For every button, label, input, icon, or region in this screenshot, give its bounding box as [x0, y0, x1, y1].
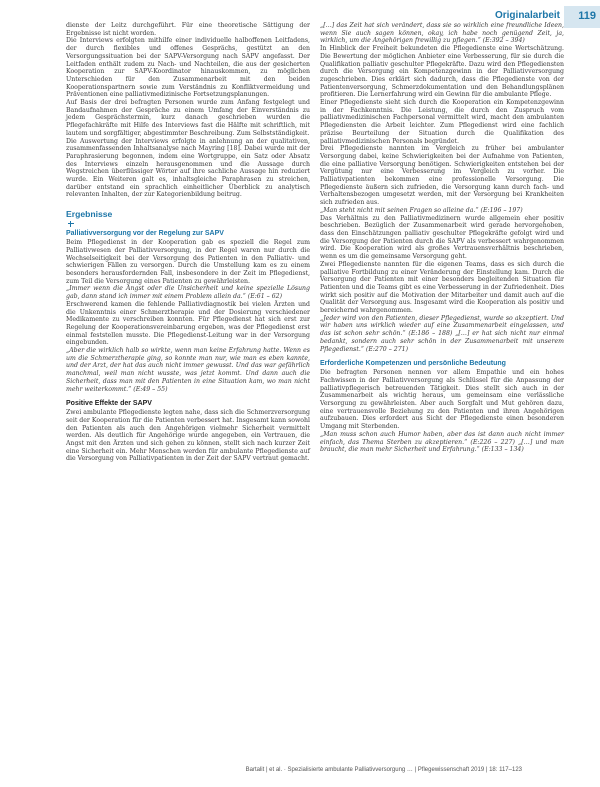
- care-paragraph: Beim Pflegedienst in der Kooperation gab es speziell die Regel zum Palliativwesen der Palliativversorgung, in der Regel waren nur durch die Wechselseitigkeit bei der Versorgung des Patienten in den Palliativ- und schwierigen Fällen zu versorgen. Durch die Umstellung kam es zu einem besonders herausfordernden Fall, insbesondere in der Zeit im Pflegedienst, zum Teil die Versorgung eines Patienten zu gewährleisten.: [66, 239, 310, 285]
- competence-paragraph: Die befragten Personen nennen vor allem Empathie und ein hohes Fachwissen in der Palliativversorgung als Schlüssel für die Anpassung der palliativpflegerisch betreuenden Tätigkeit. Dies stellt sich auch in der Zusammenarbeit als wichtig heraus, um gemeinsam eine verlässliche Versorgung zu gewährleisten. Aber auch Sorgfalt und Mut gehören dazu, eine vertrauensvolle Beziehung zu den Patienten und ihren Angehörigen aufzubauen. Dies erfordert aus Sicht der Pflegedienste einen besonderen Umgang mit Sterbenden.: [320, 369, 564, 431]
- page-footer: Bartalit | et al. · Spezialisierte ambulante Palliativversorgung … | Pflegewissenschaft 2019 | 18: 117–123: [245, 767, 522, 773]
- care-heading: Palliativversorgung vor der Regelung zur SAPV: [66, 230, 224, 238]
- top-quote: „[…] das Zeit hat sich verändert, dass sie so wirklich eine freundliche Ideen, wenn Sie auch sagen können, okay, ich habe noch genügend Zeit, ja, wirklich, um die Angehörigen frewillig zu pflegen.“ (E:392 – 394): [320, 22, 564, 45]
- heading-marker-icon: [68, 221, 74, 227]
- care-quote: „Immer wenn die Angst oder die Unsicherheit und keine spezielle Lösung gab, dann stand ich immer mit einem Problem allein da.“ (E:61 – 62): [66, 285, 310, 301]
- right-column: [320, 22, 564, 454]
- page-number-box: [564, 6, 600, 28]
- care-quote: „Aber die wirklich halb so wirkte, wenn man keine Erfahrung hatte. Wenn es um die Schmerztherapie ging, so konnte man nur, wie man es eben kannte, und der Arzt, der hat das auch nicht immer gewusst. Und das war gefährlich manchmal, weil man nicht wusste, was jetzt kommt. Und dann auch die Sicherheit, dass man mit den Patienten in eine Situation kam, wo man nicht mehr weiterkommt.“ (E:49 – 55): [66, 347, 310, 393]
- intro-paragraph: dienste der Leitz durchgeführt. Für eine theoretische Sättigung der Ergebnisse ist nicht worden.: [66, 22, 310, 37]
- page-number: 119: [578, 10, 596, 22]
- intro-paragraph: Die Auswertung der Interviews erfolgte in anlehnung an der qualitativen, zusammenfassenden Inhaltsanalyse nach Mayring [18]. Dabei wurde mit der Paraphrasierung begonnen, indem eine Wortgruppe, ein Satz oder Absatz des Interviews einzeln herausgenommen und die Aussage durch Wegstreichen überflüssiger Wörter auf ihre sachliche Aussage hin reduziert wurde. Ein Weiteren galt es, inhaltsgleiche Paraphrasen zu streichen, darüber entstand ein sprachlich einheitlicher Überblick zu analytisch relevanten Inhalten, der zur Kategorienbildung beitrug.: [66, 137, 310, 199]
- body-paragraph: Zwei Pflegedienste nannten für die eigenen Teams, dass es sich durch die palliative Fortbildung zu einer Veränderung der Einstellung kam. Durch die Versorgung der Patienten mit einer besonders begleitenden Situation für Patienten und die Teams gibt es eine Verbesserung in der Zufriedenheit. Dies wirkt sich positiv auf die Motivation der Mitarbeiter und damit auch auf die Qualität der Versorgung aus. Insgesamt wird die Kooperation als positiv und bereichernd wahrgenommen.: [320, 260, 564, 315]
- left-column: [66, 22, 310, 463]
- section-label: Originalarbeit: [494, 10, 560, 21]
- care-paragraph: Erschwerend kamen die fehlende Palliativdiagnostik bei vielen Ärzten und die Unkenntnis einer Schmerztherapie und der Dosierung verschiedener Medikamente zu verschreiben konnten. Für Pflegedienst hat sich erst zur Regelung der Kooperationsvereinbarung ergeben, was der Pflegedienst erst einmal feststellen musste. Die Pflegedienst-Leitung war in der Versorgung eingebunden.: [66, 300, 310, 347]
- competence-heading: Erforderliche Kompetenzen und persönliche Bedeutung: [320, 360, 506, 368]
- end-quote: „Jeder wird von den Patienten, dieser Pflegedienst, wurde so akzeptiert. Und wir haben uns wirklich wieder auf eine Zusammenarbeit eingelassen, und das ist schon sehr schön.“ (E:186 – 188) „[…] er hat sich nicht nur einmal bedankt, sondern auch sehr schön in der Zusammenarbeit mit unserem Pflegedienst.“ (E:270 – 271): [320, 314, 564, 353]
- positive-paragraph: Zwei ambulante Pflegedienste legten nahe, dass sich die Schmerzversorgung seit der Kooperation für die Patienten verbessert hat. Insgesamt kann sowohl den Patienten als auch den Angehörigen vielmehr Sicherheit vermittelt werden. Als deutlich für Angehörige wurde angegeben, ein Vertrauen, die Angst mit den Ärzten und sich gehen zu können, stellt sich nach kurzer Zeit eine Sicherheit ein. Mehr Menschen werden für ambulante Pflegedienste auf die Versorgung von Palliativpatienten in der Zeit der SAPV vertraut gemacht.: [66, 409, 310, 463]
- intro-paragraph: Die Interviews erfolgten mithilfe einer individuelle halboffenen Leitfadens, der durch flexibles und offenes Gesprächs, gestützt an den Versorgungssituation bei der SAPV-Versorgung nach SAPV angefasst. Der Leitfaden enthält zudem zu Nach- und Nachteilen, die aus der gesicherten Kooperation zur SAPV-Koordinator hinauskommen, zu möglichen Unterschieden für den Zusammenarbeit mit den beiden Kooperationspartnern sowie zum Verständnis zu Konfliktvermeidung und Präventionen eine palliativmedizinische Fortsetzungsplanungen.: [66, 37, 310, 99]
- mid-quote: „Man steht nicht mit seinen Fragen so alleine da.“ (E:196 – 197): [320, 206, 523, 214]
- body-paragraph: Einer Pflegedienste sieht sich durch die Kooperation ein Kompetenzgewinn in der Fachkenntnis. Die Leistung, die durch den Zuspruch vom palliativmedizinischen Fachpersonal vermittelt wird, macht den ambulanten Pflegediensten die Arbeit leichter. Zum Pflegedienst wird eine fachlich präzise Beurteilung der Situation durch die Qualifikation des palliativmedizinischen Personals begründet.: [320, 99, 564, 145]
- body-paragraph: Drei Pflegedienste nannten im Vergleich zu früher bei ambulanter Versorgung dabei, keine Schwierigkeiten bei der Aufnahme von Patienten, die eine palliative Versorgung benötigen. Schwierigkeiten entstehen bei der Vergütung nur eine Verbesserung im Vergleich zu vorher. Die Palliativpatienten bekommen eine professionelle Versorgung. Die Pflegedienste äußern sich zufrieden, die Versorgung kann durch fach- und Verhaltensbezogen umgesetzt werden, mit der Versorgung bei Krankheiten sich zufrieden aus.: [320, 145, 564, 207]
- body-paragraph: In Hinblick der Freiheit bekundeten die Pflegedienste eine Wertschätzung. Die Bewertung der möglichen Anbieter eine Verbesserung, für sie durch die Qualifikation palliativ geschulter Pflegekräfte. Dazu wird den Pflegediensten durch die Versorgung ein Kompetenzgewinn in der Palliativversorgung zugeschrieben. Dies erklärt sich dadurch, dass die Pflegedienste von der Patientenversorgung, Schmerzdokumentation und den Behandlungsplänen profitieren. Die Lernerfahrung wird ein Gewinn für die ambulante Pflege.: [320, 45, 564, 99]
- positive-heading: Positive Effekte der SAPV: [66, 400, 152, 408]
- results-heading: Ergebnisse: [66, 209, 113, 220]
- body-paragraph: Das Verhältnis zu den Palliativmedizinern wurde allgemein eher positiv beschrieben. Bezüglich der Zusammenarbeit wird gerade hervorgehoben, dass den Einschätzungen palliativ geschulter Pflegekräfte gefolgt wird und die Versorgung der Patienten durch die SAPV als verbessert wahrgenommen wird. Die Kooperation wird als großes Vertrauensverhältnis beschrieben, wenn es um die gemeinsame Versorgung geht.: [320, 214, 564, 261]
- competence-quote: „Man muss schon auch Humor haben, aber das ist dann auch nicht immer einfach, das Thema Sterben zu akzeptieren.“ (E:226 – 227) „[…] und man braucht, die man mehr Sicherheit und Erfahrung.“ (E:133 – 134): [320, 430, 564, 454]
- spacer: [66, 199, 310, 205]
- intro-paragraph: Auf Basis der drei befragten Personen wurde zum Anfang festgelegt und Bandaufnahmen der Gespräche zu einem Umfang der Einverständnis zu jedem Gesprächstermin, kurz danach geschrieben wurden die Pflegefachkräfte mit Hilfe des Interviews fast die Hälfte mit schriftlich, mit lautem und sorgfältiger, abgestimmter Beschreibung. Zum Selbstständigkeit.: [66, 99, 310, 137]
